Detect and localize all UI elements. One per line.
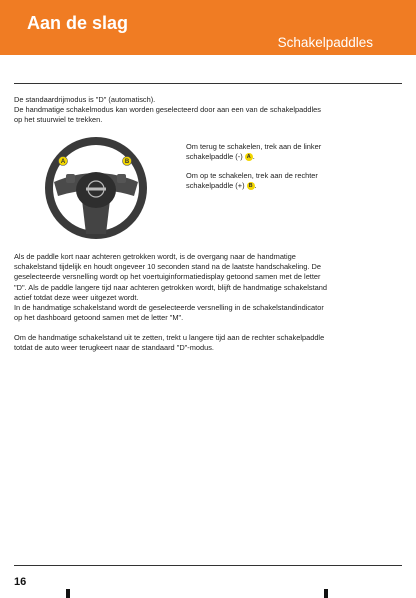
text-line: Om de handmatige schakelstand uit te zetten, trekt u langere tijd aan de rechter schakelpaddle <box>14 333 325 342</box>
paddle-a-label: A <box>60 159 66 165</box>
text-line: Om terug te schakelen, trek aan de linker <box>186 142 322 151</box>
top-divider <box>14 83 402 84</box>
text-fragment: schakelpaddle (-) <box>186 152 243 162</box>
bottom-divider <box>14 565 402 566</box>
text-line: schakelpaddle (-) A . <box>186 152 255 162</box>
text-line: schakelpaddle (+) B . <box>186 181 257 191</box>
text-line: totdat de auto weer terugkeert naar de standaard "D"-modus. <box>14 343 214 353</box>
brand-logo-bar <box>86 188 106 191</box>
crop-mark <box>324 589 328 598</box>
upshift-instruction <box>186 171 396 191</box>
chapter-title: Aan de slag <box>27 13 129 33</box>
exit-manual-paragraph <box>14 333 404 353</box>
text-line: geselecteerde versnelling wordt op het voertuiginformatiedisplay getoond samen met de letter <box>14 272 321 282</box>
paddle-a-badge: A <box>245 153 253 161</box>
steering-wheel-illustration <box>42 134 150 242</box>
text-line: In de handmatige schakelstand wordt de geselecteerde versnelling in de schakelstandindicator <box>14 303 324 313</box>
section-title: Schakelpaddles <box>277 35 373 50</box>
text-line: "D". Als de paddle langere tijd naar achteren getrokken wordt, blijft de handmatige schakelstand <box>14 282 327 292</box>
crop-mark <box>66 589 70 598</box>
downshift-instruction <box>186 142 396 162</box>
text-line: schakelstand tijdelijk en houdt ongeveer 10 seconden stand na de laatste handschakeling. De <box>14 262 321 272</box>
right-controls <box>117 174 126 183</box>
text-line: actief totdat deze weer uitgezet wordt. <box>14 292 139 302</box>
paddle-behaviour-paragraph <box>14 252 404 323</box>
text-fragment: schakelpaddle (+) <box>186 181 245 191</box>
text-line: De handmatige schakelmodus kan worden geselecteerd door aan een van de schakelpaddles <box>14 105 321 115</box>
paddle-b-badge: B <box>247 182 255 190</box>
text-line: Als de paddle kort naar achteren getrokken wordt, is de overgang naar de handmatige <box>14 252 296 261</box>
text-line: op het stuurwiel te trekken. <box>14 115 103 125</box>
chapter-header <box>0 0 416 55</box>
page-number: 16 <box>14 576 27 588</box>
paddle-b-label: B <box>124 159 130 165</box>
text-line: Om op te schakelen, trek aan de rechter <box>186 171 318 180</box>
left-controls <box>66 174 75 183</box>
text-line: De standaardrijmodus is "D" (automatisch). <box>14 95 156 104</box>
text-line: op het dashboard getoond samen met de letter "M". <box>14 313 184 323</box>
intro-paragraph <box>14 95 404 126</box>
